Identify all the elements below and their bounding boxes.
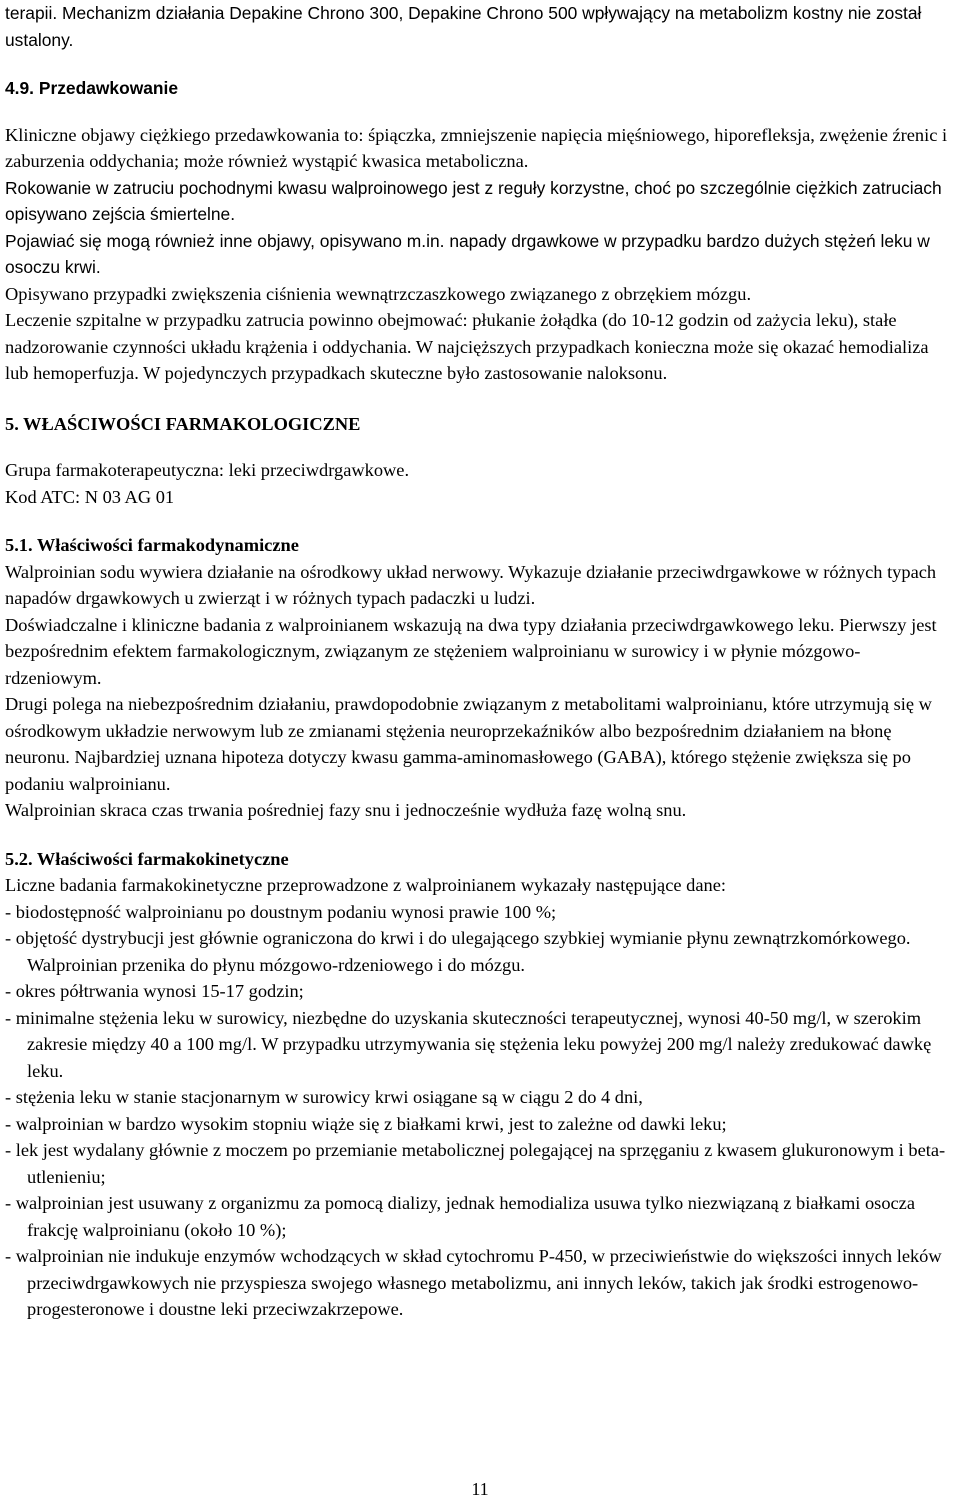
overdose-prognosis-paragraph: Rokowanie w zatruciu pochodnymi kwasu walproinowego jest z reguły korzystne, choć po szczególnie ciężkich zatruciach opisywano zejścia śmiertelne. [5,177,942,224]
overdose-other-symptoms-paragraph: Pojawiać się mogą również inne objawy, opisywano m.in. napady drgawkowe w przypadku bardzo dużych stężeń leku w osoczu krwi. [5,230,930,277]
intro-paragraph: terapii. Mechanizm działania Depakine Chrono 300, Depakine Chrono 500 wpływający na metabolizm kostny nie został ustalony. [5,3,922,50]
list-item: - stężenia leku w stanie stacjonarnym w surowicy krwi osiągane są w ciągu 2 do 4 dni, [5,1087,643,1107]
pharmacodynamics-paragraph-1: Walproinian sodu wywiera działanie na ośrodkowy układ nerwowy. Wykazuje działanie przeciwdrgawkowe w różnych typach napadów drgawkowych u zwierząt i w różnych typach padaczki u ludzi. [5,561,937,608]
list-item: - walproinian w bardzo wysokim stopniu wiąże się z białkami krwi, jest to zależne od dawki leku; [5,1113,727,1134]
pharmacodynamics-paragraph-2: Doświadczalne i kliniczne badania z walproinianem wskazują na dwa typy działania przeciwdrgawkowego leku. Pierwszy jest bezpośrednim efektem farmakologicznym, związanym ze stężeniem walproinianu w surowicy i w płynie mózgowo-rdzeniowym. [5,614,937,688]
list-item: - walproinian nie indukuje enzymów wchodzących w skład cytochromu P-450, w przeciwieństwie do większości innych leków przeciwdrgawkowych nie przyspiesza swojego własnego metabolizmu, ani innych leków, takich jak środki estrogenowo-progesteronowe i doustne leki przeciwzakrzepowe. [5,1246,942,1319]
document-page [5,0,955,1323]
pharmacodynamics-paragraph-3: Drugi polega na niebezpośrednim działaniu, prawdopodobnie związanym z metabolitami walproinianu, które utrzymują się w ośrodkowym układzie nerwowym lub ze zmianami stężenia neuroprzekaźników albo bezpośrednim działaniem na błonę neuronu. Najbardziej uznana hipoteza dotyczy kwasu gamma-aminomasłowego (GABA), którego stężenie zwiększa się po podaniu walproinianu. [5,694,932,794]
list-item: - lek jest wydalany głównie z moczem po przemianie metabolicznej polegającej na sprzęganiu z kwasem glukuronowym i beta-utlenieniu; [5,1140,946,1187]
pharmacotherapeutic-group: Grupa farmakoterapeutyczna: leki przeciwdrgawkowe. [5,460,410,480]
list-item: - objętość dystrybucji jest głównie ograniczona do krwi i do ulegającego szybkiej wymianie płynu zewnątrzkomórkowego. Walproinian przenika do płynu mózgowo-rdzeniowego i do mózgu. [5,928,911,975]
list-item: - okres półtrwania wynosi 15-17 godzin; [5,981,304,1001]
list-item: - biodostępność walproinianu po doustnym podaniu wynosi prawie 100 %; [5,901,557,922]
list-item: - minimalne stężenia leku w surowicy, niezbędne do uzyskania skuteczności terapeutycznej, wynosi 40-50 mg/l, w szerokim zakresie między 40 a 100 mg/l. W przypadku utrzymywania się stężenia leku powyżej 200 mg/l należy zredukować dawkę leku. [5,1007,932,1081]
section-5-1-heading: 5.1. Właściwości farmakodynamiczne [5,535,299,555]
pharmacokinetics-intro: Liczne badania farmakokinetyczne przeprowadzone z walproinianem wykazały następujące dane: [5,875,726,895]
pharmacodynamics-paragraph-4: Walproinian skraca czas trwania pośredniej fazy snu i jednocześnie wydłuża fazę wolną snu. [5,800,687,820]
section-5-heading: 5. WŁAŚCIWOŚCI FARMAKOLOGICZNE [5,413,361,434]
page-number: 11 [471,1479,489,1499]
list-item: - walproinian jest usuwany z organizmu za pomocą dializy, jednak hemodializa usuwa tylko niezwiązaną z białkami osocza frakcję walproinianu (około 10 %); [5,1193,916,1240]
section-5-2-heading: 5.2. Właściwości farmakokinetyczne [5,848,289,869]
section-4-9-heading: 4.9. Przedawkowanie [5,78,179,98]
overdose-treatment-paragraph: Leczenie szpitalne w przypadku zatrucia powinno obejmować: płukanie żołądka (do 10-12 godzin od zażycia leku), stałe nadzorowanie czynności układu krążenia i oddychania. W najcięższych przypadkach konieczna może się okazać hemodializa lub hemoperfuzja. W pojedynczych przypadkach skuteczne było zastosowanie naloksonu. [5,310,929,383]
atc-code: Kod ATC: N 03 AG 01 [5,486,175,507]
pharmacokinetics-list [5,899,955,1323]
overdose-symptoms-paragraph: Kliniczne objawy ciężkiego przedawkowania to: śpiączka, zmniejszenie napięcia mięśniowego, hiporefleksja, zwężenie źrenic i zaburzenia oddychania; może również wystąpić kwasica metaboliczna. [5,124,948,171]
overdose-brain-edema-paragraph: Opisywano przypadki zwiększenia ciśnienia wewnątrzczaszkowego związanego z obrzękiem mózgu. [5,283,752,304]
